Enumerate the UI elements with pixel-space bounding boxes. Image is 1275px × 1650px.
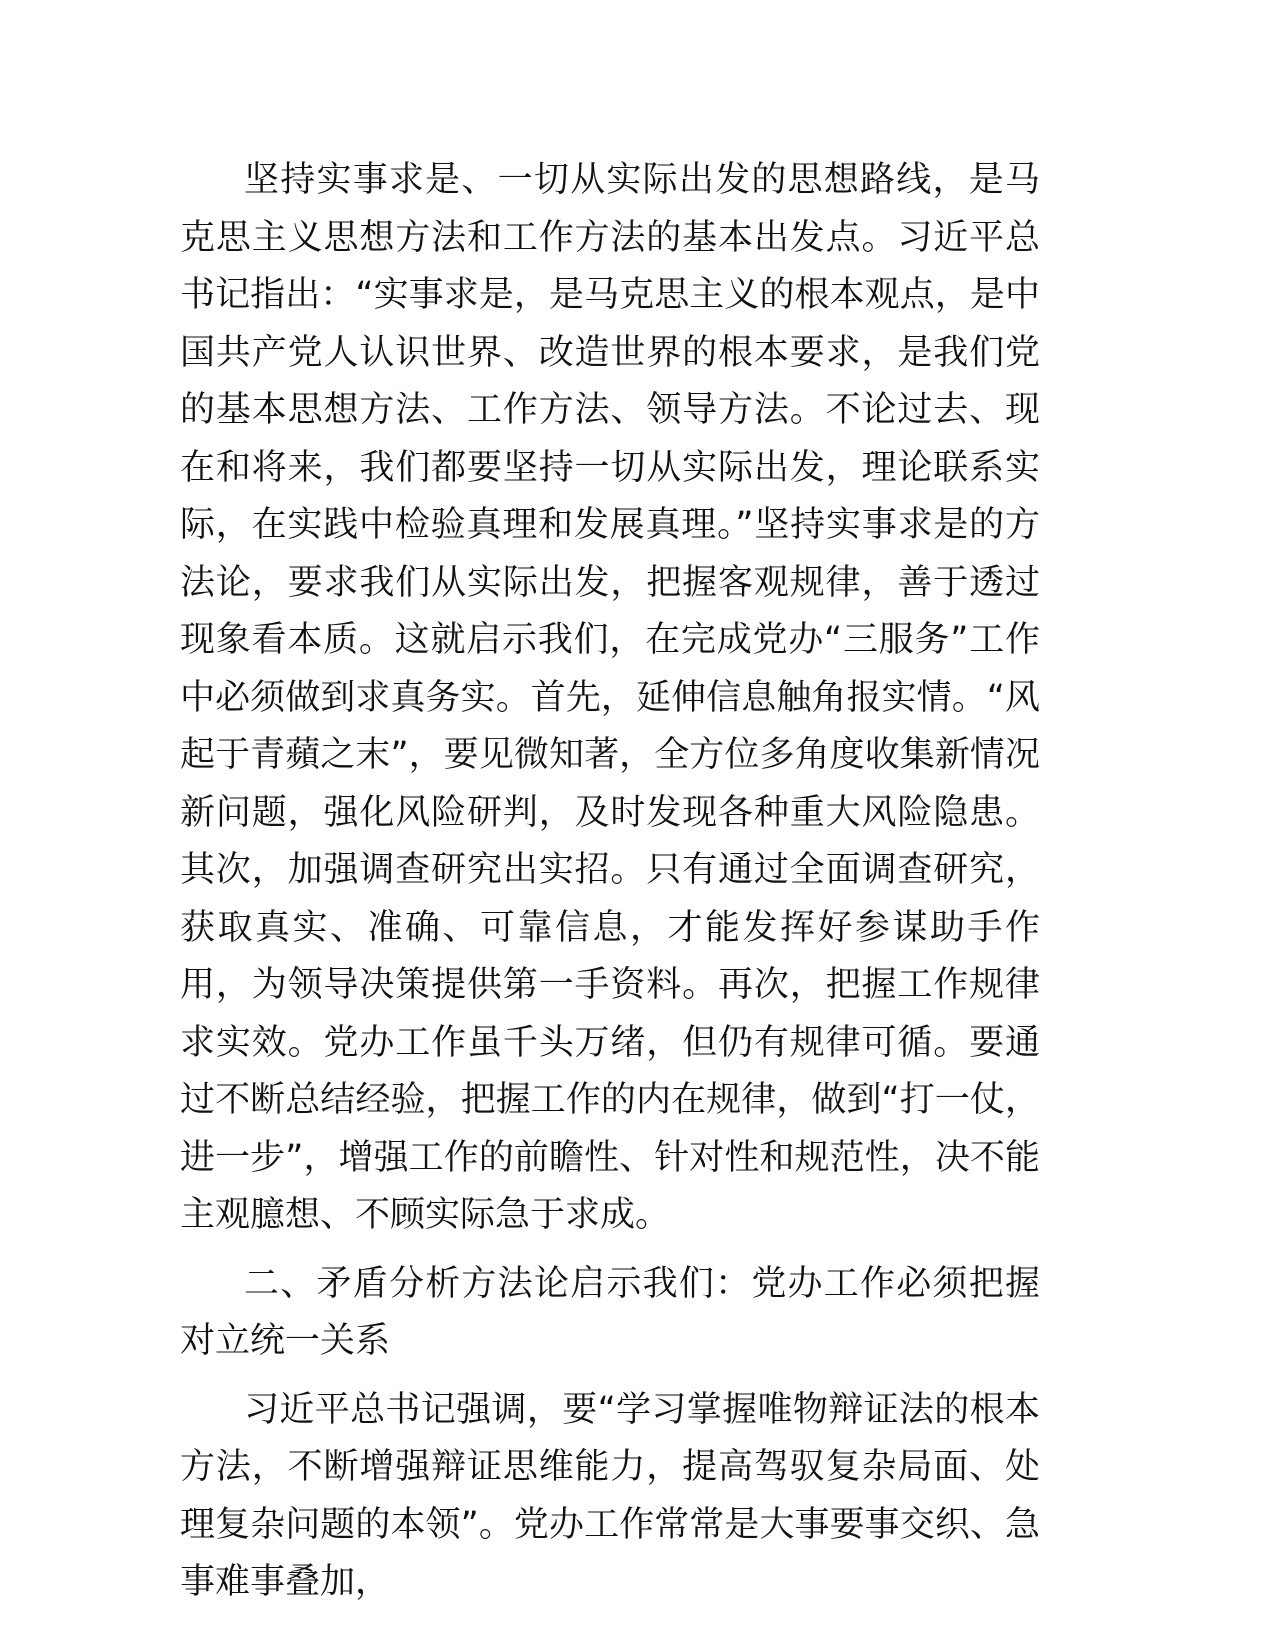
paragraph-seeking-truth-from-facts: 坚持实事求是、一切从实际出发的思想路线，是马克思主义思想方法和工作方法的基本出发点。习近平总书记指出：“实事求是，是马克思主义的根本观点，是中国共产党人认识世界、改造世界的根本要求，是我们党的基本思想方法、工作方法、领导方法。不论过去、现在和将来，我们都要坚持一切从实际出发，理论联系实际，在实践中检验真理和发展真理。”坚持实事求是的方法论，要求我们从实际出发，把握客观规律，善于透过现象看本质。这就启示我们，在完成党办“三服务”工作中必须做到求真务实。首先，延伸信息触角报实情。“风起于青蘋之末”，要见微知著，全方位多角度收集新情况新问题，强化风险研判，及时发现各种重大风险隐患。其次，加强调查研究出实招。只有通过全面调查研究，获取真实、准确、可靠信息，才能发挥好参谋助手作用，为领导决策提供第一手资料。再次，把握工作规律求实效。党办工作虽千头万绪，但仍有规律可循。要通过不断总结经验，把握工作的内在规律，做到“打一仗，进一步”，增强工作的前瞻性、针对性和规范性，决不能主观臆想、不顾实际急于求成。 (180, 160, 1040, 1235)
document-body (180, 152, 1040, 1612)
section-heading-contradiction-analysis: 二、矛盾分析方法论启示我们：党办工作必须把握对立统一关系 (180, 1263, 1040, 1361)
paragraph-dialectical-thinking: 习近平总书记强调，要“学习掌握唯物辩证法的根本方法，不断增强辩证思维能力，提高驾驭复杂局面、处理复杂问题的本领”。党办工作常常是大事要事交织、急事难事叠加， (180, 1389, 1040, 1602)
